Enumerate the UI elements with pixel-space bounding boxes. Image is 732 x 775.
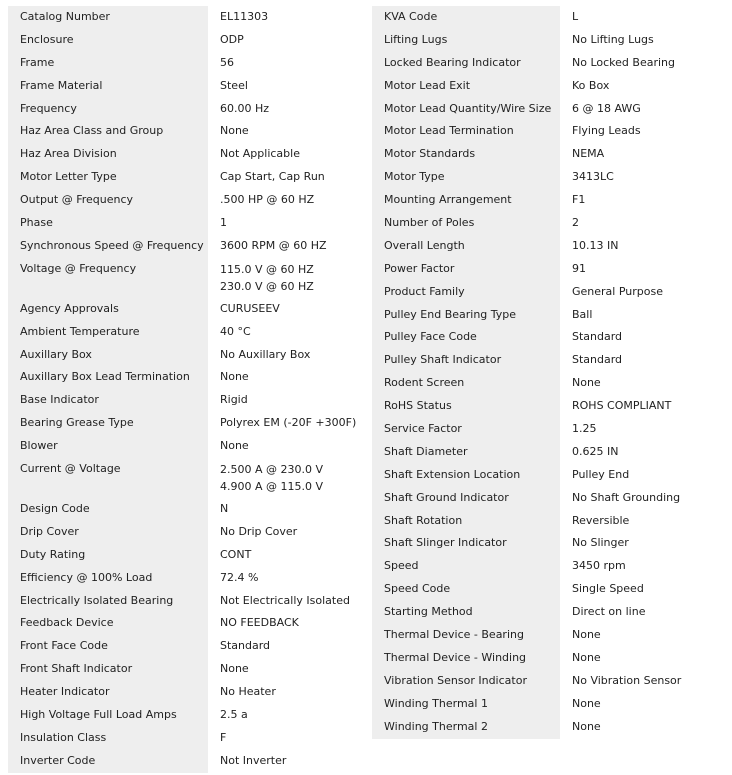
- spec-label: Motor Lead Exit: [372, 75, 560, 98]
- spec-row: [8, 29, 364, 52]
- spec-value: Rigid: [220, 393, 248, 407]
- spec-value: No Locked Bearing: [572, 55, 675, 69]
- spec-label: Speed: [372, 555, 560, 578]
- spec-row: [372, 6, 732, 29]
- spec-label: Motor Letter Type: [8, 166, 208, 189]
- spec-value: 0.625 IN: [572, 444, 619, 458]
- spec-row: [372, 143, 732, 166]
- spec-label: Overall Length: [372, 235, 560, 258]
- spec-label: Motor Standards: [372, 143, 560, 166]
- spec-value: None: [220, 370, 249, 384]
- spec-row: [372, 418, 732, 441]
- spec-row: [8, 389, 364, 412]
- spec-row: [8, 635, 364, 658]
- spec-row: [372, 532, 732, 555]
- spec-label: Service Factor: [372, 418, 560, 441]
- spec-row: [372, 670, 732, 693]
- spec-row: [372, 578, 732, 601]
- spec-value: Pulley End: [572, 467, 630, 481]
- spec-value: Ball: [572, 307, 593, 321]
- spec-row: [8, 75, 364, 98]
- spec-label: Starting Method: [372, 601, 560, 624]
- spec-value: Polyrex EM (-20F +300F): [220, 416, 357, 430]
- spec-value: 91: [572, 261, 586, 275]
- spec-value: Standard: [220, 639, 271, 653]
- spec-label: RoHS Status: [372, 395, 560, 418]
- spec-row: [8, 544, 364, 567]
- spec-row: [8, 344, 364, 367]
- spec-row: [372, 487, 732, 510]
- spec-row: [8, 498, 364, 521]
- spec-label: Base Indicator: [8, 389, 208, 412]
- spec-row: [372, 555, 732, 578]
- spec-row: [372, 120, 732, 143]
- spec-row: [372, 281, 732, 304]
- spec-row: [8, 567, 364, 590]
- spec-label: Design Code: [8, 498, 208, 521]
- spec-label: Efficiency @ 100% Load: [8, 567, 208, 590]
- spec-value-line: 4.900 A @ 115.0 V: [220, 480, 324, 494]
- spec-row: [8, 212, 364, 235]
- spec-row: [8, 235, 364, 258]
- spec-value: Not Electrically Isolated: [220, 593, 350, 607]
- spec-label: Synchronous Speed @ Frequency: [8, 235, 208, 258]
- spec-value: None: [572, 696, 601, 710]
- spec-label: Motor Lead Termination: [372, 120, 560, 143]
- spec-value: CONT: [220, 547, 252, 561]
- spec-row: [8, 612, 364, 635]
- spec-row: [372, 693, 732, 716]
- spec-value: Flying Leads: [572, 124, 641, 138]
- spec-label: Insulation Class: [8, 727, 208, 750]
- spec-label: Duty Rating: [8, 544, 208, 567]
- spec-label: Output @ Frequency: [8, 189, 208, 212]
- spec-value: [208, 258, 364, 295]
- spec-value: No Auxillary Box: [220, 347, 311, 361]
- spec-value: None: [572, 376, 601, 390]
- spec-value: No Shaft Grounding: [572, 490, 681, 504]
- spec-label: Catalog Number: [8, 6, 208, 29]
- spec-value: 6 @ 18 AWG: [572, 101, 641, 115]
- spec-row: [372, 235, 732, 258]
- spec-value: NEMA: [572, 147, 605, 161]
- spec-label: Product Family: [372, 281, 560, 304]
- spec-value: Cap Start, Cap Run: [220, 170, 325, 184]
- spec-label: Auxillary Box Lead Termination: [8, 366, 208, 389]
- spec-row: [8, 366, 364, 389]
- spec-value: 60.00 Hz: [220, 101, 270, 115]
- spec-label: Current @ Voltage: [8, 458, 208, 498]
- spec-row: [8, 521, 364, 544]
- spec-row: [372, 601, 732, 624]
- spec-row: [8, 590, 364, 613]
- spec-value: 10.13 IN: [572, 238, 619, 252]
- spec-label: Shaft Rotation: [372, 510, 560, 533]
- spec-value: .500 HP @ 60 HZ: [220, 193, 315, 207]
- spec-label: Agency Approvals: [8, 298, 208, 321]
- spec-label: Motor Lead Quantity/Wire Size: [372, 98, 560, 121]
- spec-value: 3450 rpm: [572, 559, 626, 573]
- spec-label: Pulley Face Code: [372, 326, 560, 349]
- spec-label: KVA Code: [372, 6, 560, 29]
- spec-label: Heater Indicator: [8, 681, 208, 704]
- spec-label: Blower: [8, 435, 208, 458]
- spec-row: [372, 464, 732, 487]
- spec-value: 2: [572, 216, 579, 230]
- spec-label: Motor Type: [372, 166, 560, 189]
- spec-row: [8, 143, 364, 166]
- spec-value: NO FEEDBACK: [220, 616, 299, 630]
- specs-right-column: [372, 6, 732, 739]
- spec-label: Auxillary Box: [8, 344, 208, 367]
- spec-row: [8, 458, 364, 498]
- spec-value: No Heater: [220, 685, 276, 699]
- spec-label: Frequency: [8, 98, 208, 121]
- spec-label: Electrically Isolated Bearing: [8, 590, 208, 613]
- spec-row: [372, 349, 732, 372]
- spec-value: CURUSEEV: [220, 301, 280, 315]
- spec-label: Speed Code: [372, 578, 560, 601]
- spec-row: [8, 321, 364, 344]
- spec-row: [372, 212, 732, 235]
- spec-row: [8, 258, 364, 298]
- spec-label: Shaft Extension Location: [372, 464, 560, 487]
- spec-value: No Slinger: [572, 536, 629, 550]
- spec-label: Power Factor: [372, 258, 560, 281]
- spec-label: Inverter Code: [8, 750, 208, 773]
- spec-label: Haz Area Division: [8, 143, 208, 166]
- spec-value: None: [220, 662, 249, 676]
- spec-value: ROHS COMPLIANT: [572, 399, 672, 413]
- spec-value: 2.5 a: [220, 708, 248, 722]
- spec-value: Reversible: [572, 513, 630, 527]
- spec-row: [372, 189, 732, 212]
- spec-value: N: [220, 502, 229, 516]
- spec-value: EL11303: [220, 10, 269, 23]
- spec-label: Haz Area Class and Group: [8, 120, 208, 143]
- spec-label: Feedback Device: [8, 612, 208, 635]
- spec-label: Enclosure: [8, 29, 208, 52]
- spec-value: Not Applicable: [220, 147, 300, 161]
- spec-value: 72.4 %: [220, 570, 259, 584]
- spec-row: [372, 395, 732, 418]
- spec-row: [372, 258, 732, 281]
- spec-label: Vibration Sensor Indicator: [372, 670, 560, 693]
- spec-value: Standard: [572, 330, 623, 344]
- spec-row: [372, 52, 732, 75]
- spec-value: None: [572, 650, 601, 664]
- spec-row: [8, 750, 364, 773]
- spec-value: None: [572, 719, 601, 733]
- spec-label: Rodent Screen: [372, 372, 560, 395]
- spec-value: None: [220, 124, 249, 138]
- spec-row: [372, 326, 732, 349]
- spec-value: Ko Box: [572, 78, 610, 92]
- spec-row: [8, 120, 364, 143]
- spec-label: Shaft Ground Indicator: [372, 487, 560, 510]
- spec-row: [8, 166, 364, 189]
- spec-row: [372, 98, 732, 121]
- spec-row: [372, 716, 732, 739]
- spec-label: Front Shaft Indicator: [8, 658, 208, 681]
- spec-label: Frame Material: [8, 75, 208, 98]
- spec-value: No Lifting Lugs: [572, 32, 654, 46]
- spec-label: Thermal Device - Winding: [372, 647, 560, 670]
- specs-left-column: [8, 6, 364, 773]
- spec-value: 3413LC: [572, 170, 614, 184]
- spec-value: No Vibration Sensor: [572, 673, 682, 687]
- spec-label: Shaft Slinger Indicator: [372, 532, 560, 555]
- spec-value: None: [572, 628, 601, 642]
- spec-row: [372, 166, 732, 189]
- spec-row: [8, 189, 364, 212]
- spec-value: Standard: [572, 353, 623, 367]
- spec-label: Front Face Code: [8, 635, 208, 658]
- spec-value: F: [220, 730, 227, 744]
- spec-row: [372, 441, 732, 464]
- spec-label: Mounting Arrangement: [372, 189, 560, 212]
- spec-label: Shaft Diameter: [372, 441, 560, 464]
- spec-label: High Voltage Full Load Amps: [8, 704, 208, 727]
- spec-label: Pulley Shaft Indicator: [372, 349, 560, 372]
- spec-label: Frame: [8, 52, 208, 75]
- spec-value: Steel: [220, 78, 248, 92]
- spec-label: Locked Bearing Indicator: [372, 52, 560, 75]
- spec-value-line: 115.0 V @ 60 HZ: [220, 262, 314, 276]
- spec-label: Pulley End Bearing Type: [372, 304, 560, 327]
- spec-value: None: [220, 439, 249, 453]
- spec-value: [208, 458, 364, 495]
- spec-label: Number of Poles: [372, 212, 560, 235]
- spec-value: 40 °C: [220, 324, 251, 338]
- spec-row: [372, 510, 732, 533]
- spec-value: F1: [572, 193, 586, 207]
- spec-value: No Drip Cover: [220, 524, 298, 538]
- spec-row: [8, 658, 364, 681]
- spec-value-line: 230.0 V @ 60 HZ: [220, 279, 314, 293]
- spec-value: Not Inverter: [220, 753, 287, 767]
- spec-label: Thermal Device - Bearing: [372, 624, 560, 647]
- spec-row: [372, 29, 732, 52]
- spec-value: 1: [220, 216, 227, 230]
- spec-label: Winding Thermal 1: [372, 693, 560, 716]
- spec-row: [8, 412, 364, 435]
- spec-row: [372, 624, 732, 647]
- spec-label: Drip Cover: [8, 521, 208, 544]
- spec-value: ODP: [220, 32, 244, 46]
- spec-value: Direct on line: [572, 605, 646, 619]
- spec-row: [8, 435, 364, 458]
- spec-value: 1.25: [572, 422, 597, 436]
- spec-row: [8, 727, 364, 750]
- spec-row: [372, 75, 732, 98]
- spec-row: [8, 52, 364, 75]
- spec-row: [8, 681, 364, 704]
- spec-row: [372, 304, 732, 327]
- spec-row: [8, 704, 364, 727]
- spec-value: 56: [220, 55, 234, 69]
- spec-label: Ambient Temperature: [8, 321, 208, 344]
- spec-row: [8, 98, 364, 121]
- spec-value: 3600 RPM @ 60 HZ: [220, 238, 327, 252]
- spec-value: Single Speed: [572, 582, 644, 596]
- spec-label: Winding Thermal 2: [372, 716, 560, 739]
- spec-row: [372, 372, 732, 395]
- spec-row: [372, 647, 732, 670]
- spec-label: Voltage @ Frequency: [8, 258, 208, 298]
- spec-label: Phase: [8, 212, 208, 235]
- spec-row: [8, 298, 364, 321]
- spec-label: Lifting Lugs: [372, 29, 560, 52]
- spec-value-line: 2.500 A @ 230.0 V: [220, 463, 324, 477]
- spec-value: General Purpose: [572, 284, 663, 298]
- spec-label: Bearing Grease Type: [8, 412, 208, 435]
- spec-value: L: [572, 10, 579, 23]
- spec-row: [8, 6, 364, 29]
